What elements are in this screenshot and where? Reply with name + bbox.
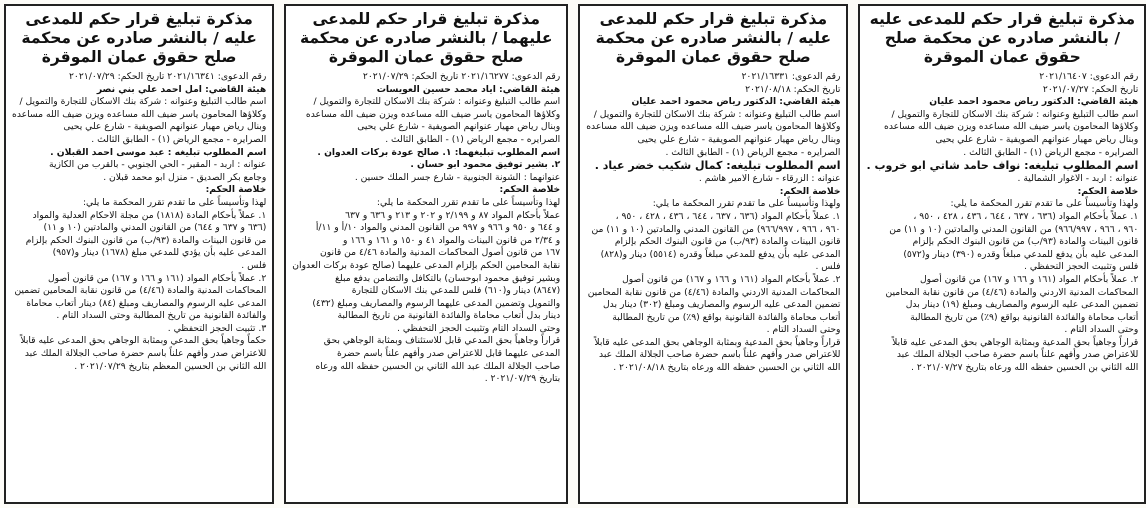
notice-line: خلاصة الحكم: bbox=[1077, 185, 1139, 197]
notice-line: ١. عملاً بأحكام المادة (١٨١٨) من مجلة الاحكام العدلية والمواد bbox=[32, 209, 267, 221]
notice-line: عنوانه : اربد - الاغوار الشمالية . bbox=[1017, 173, 1139, 185]
notice-line: رقم الدعوى: ٢٠٢١/١٦٣٤١ تاريخ الحكم: ٢٠٢١/٠٧/٢٩ bbox=[69, 71, 267, 82]
notice-line: اسم طالب التبليغ وعنوانه : شركة بنك الاسكان للتجارة والتمويل / bbox=[593, 108, 841, 120]
notice-line: عنوانه : الزرقاء - شارع الامير هاشم . bbox=[698, 173, 841, 185]
notice-line: قانون البينات والمادة (٩٣/ب) من قانون البنوك الحكم بإلزام bbox=[912, 236, 1139, 248]
notice-line: صاحب الجلالة الملك عبد الله الثاني بن الحسين حفظه الله ورعاه bbox=[315, 360, 561, 372]
notice-line: المدعى عليه الرسوم والمصاريف ومبلغ (٨٤) دينار أتعاب محاماة bbox=[26, 297, 267, 309]
notice-line: ٢. عملاً بأحكام المواد (١٦١ و ١٦٦ و ١٦٧) من قانون أصول bbox=[919, 273, 1139, 285]
notice-line: فلس . bbox=[241, 259, 267, 271]
notice-line: تاريخ الحكم: ٢٠٢١/٠٨/١٨ bbox=[745, 83, 841, 95]
notice-line: تضمين المدعى عليه الرسوم والمصاريف ومبلغ (٣٠٢) دينار بدل bbox=[602, 299, 841, 311]
notice-line: وبنال رياض مهيار عنوانهم الصويفية - شارع علي يحيى bbox=[357, 121, 561, 133]
notice-line: عنوانه : اربد - المقير - الحي الجنوبي - بالقرب من الكازية bbox=[49, 159, 267, 171]
notice-line: للاعتراض صدر وأفهم علناً باسم حضرة صاحب الجلالة الملك عبد bbox=[24, 348, 267, 360]
notice-line: وجامع بكر الصديق - منزل ابو محمد قبلان . bbox=[103, 171, 267, 183]
notice-line: و ٦٤٤ و ٩٥٠ و ٩٦٦ و ٩٩٧ من القانون المدني والمواد ١٠/أ و ١١/أ bbox=[315, 222, 561, 234]
notice-line: هيئة القاضي: الدكتور رياض محمود احمد عليان bbox=[929, 96, 1139, 108]
notice-line: هيئة القاضي: الدكتور رياض محمود احمد عليان bbox=[631, 96, 841, 108]
notice-1 bbox=[858, 4, 1146, 504]
notice-line: اسم طالب التبليغ وعنوانه : شركة بنك الاسكان للتجارة والتمويل / bbox=[19, 96, 267, 108]
notice-line: بتاريخ ٢٠٢١/٠٧/٢٩ . bbox=[484, 373, 561, 385]
notice-line: عنوانهما : الشونة الجنوبية - شارع جسر الملك حسين . bbox=[354, 171, 561, 183]
notice-line: هيئة القاضي: امل احمد علي بني نصر bbox=[96, 83, 267, 95]
notice-line: المحاكمات المدنية الاردني والمادة (٤/٤٦) من قانون نقابة المحامين bbox=[587, 286, 841, 298]
notice-line: خلاصة الحكم: bbox=[499, 184, 561, 196]
notice-line: أتعاب محاماة والفائدة القانونية بواقع (٩٪) من تاريخ المطالبة bbox=[910, 311, 1139, 323]
notice-line: الصرايره - مجمع الرياض (١) - الطابق الثالث . bbox=[91, 133, 267, 145]
notice-line: لهذا وتأسيساً على ما تقدم تقرر المحكمة ما يلي: bbox=[82, 196, 267, 208]
notice-line: وبنال رياض مهيار عنوانهم الصويفية - شارع علي يحيى bbox=[63, 121, 267, 133]
notice-line: (٦٣٦ و ٦٣٧ و ٦٤٤) من القانون المدني والمادتين (١٠ و ١١) bbox=[43, 222, 267, 234]
notice-line: نقابة المحامين الحكم بإلزام المدعى عليهما (صالح عودة بركات العدوان bbox=[292, 259, 561, 271]
notice-line: ٩٦٠ ، ٩٦٦ ، ٩٦٦/٩٩٧) من القانون المدني والمادتين (١٠ و ١١) من bbox=[591, 223, 841, 235]
notice-body bbox=[292, 71, 560, 386]
notice-line: المدعى عليه بأن يدفع للمدعي مبلغاً وقدره (٥٥١٤) دينار و(٨٢٨) bbox=[600, 248, 841, 260]
notice-line: فلس . bbox=[815, 261, 841, 273]
notice-line: الصرايره - مجمع الرياض (١) - الطابق الثالث . bbox=[385, 133, 561, 145]
notice-line: الله الثاني بن الحسين حفظه الله ورعاه بتاريخ ٢٠٢١/٠٧/٢٧ . bbox=[911, 362, 1139, 374]
notice-line: حكماً وجاهياً بحق المدعي وبمثابة الوجاهي بحق المدعى عليه قابلاً bbox=[20, 335, 267, 347]
notice-line: خلاصة الحكم: bbox=[779, 185, 841, 197]
notice-line: (٨٦٤٧) دينار و(٦١٠) فلس للمدعي بنك الاسكان للتجارة bbox=[351, 285, 561, 297]
notice-line: للاعتراض صدر وأفهم علناً باسم حضرة صاحب الجلالة الملك عبد bbox=[896, 349, 1139, 361]
notice-line: وبشير توفيق محمود ابوحسان) بالتكافل والتضامن بدفع مبلغ bbox=[335, 272, 561, 284]
notice-line: وكلاؤها المحامون ياسر ضيف الله مساعده ويزن ضيف الله مساعده bbox=[586, 121, 841, 133]
notice-line: الله الثاني بن الحسين حفظه الله ورعاه بتاريخ ٢٠٢١/٠٨/١٨ . bbox=[613, 362, 841, 374]
notice-line: وبنال رياض مهيار عنوانهم الصويفية - شارع علي يحيى bbox=[935, 133, 1139, 145]
notice-line: الصرايره - مجمع الرياض (١) - الطابق الثالث . bbox=[665, 146, 841, 158]
notice-line: وحتى السداد التام وتثبيت الحجز التحفظي . bbox=[397, 322, 561, 334]
notice-body bbox=[586, 71, 840, 375]
notice-line: رقم الدعوى: ٢٠٢١/١٦٢٧٧ تاريخ الحكم: ٢٠٢١/٠٧/٢٩ bbox=[362, 71, 561, 82]
notice-line: وكلاؤها المحامون ياسر ضيف الله مساعده ويزن ضيف الله مساعده bbox=[12, 108, 267, 120]
notice-line: وكلاؤها المحامون ياسر ضيف الله مساعده ويزن ضيف الله مساعده bbox=[305, 108, 561, 120]
notice-line: اسم طالب التبليغ وعنوانه : شركة بنك الاسكان للتجارة والتمويل / bbox=[313, 96, 561, 108]
notice-line: دينار بدل أتعاب محاماة والفائدة القانونية من تاريخ المطالبة bbox=[337, 310, 561, 322]
notice-line: اسم المطلوب تبليغه: كمال شكيب خضر عياد . bbox=[594, 159, 841, 173]
notice-line: المحاكمات المدنية الاردني والمادة (٤/٤٦) من قانون نقابة المحامين bbox=[885, 286, 1139, 298]
notice-line: ولهذا وتأسيساً على ما تقدم تقرر المحكمة ما يلي: bbox=[950, 198, 1139, 210]
notice-line: وحتى السداد التام . bbox=[766, 324, 841, 336]
notice-line: من قانون البينات والمادة (٩٣/ب) من قانون البنوك الحكم بإلزام bbox=[25, 234, 267, 246]
notice-line: هيئة القاضي: اياد محمد حسين العويسات bbox=[376, 83, 561, 95]
notice-line: ١٦٧ من قانون أصول المحاكمات المدنية والمادة ٤/٤٦ من قانون bbox=[320, 247, 561, 259]
notice-line: وكلاؤها المحامون ياسر ضيف الله مساعده ويزن ضيف الله مساعده bbox=[884, 121, 1139, 133]
notice-line: المدعى عليه بأن يؤدي للمدعي مبلغ (١٦٧٨) دينار و(٩٥٧) bbox=[52, 247, 267, 259]
notice-line: ٢. بشير توفيق محمود ابو حسان . bbox=[410, 159, 561, 171]
notice-line: الله الثاني بن الحسين المعظم بتاريخ ٢٠٢١/٠٧/٢٩ . bbox=[74, 360, 267, 372]
notice-line: تضمين المدعى عليه الرسوم والمصاريف ومبلغ (١٩) دينار بدل bbox=[905, 299, 1139, 311]
notice-line: المدعى عليهما قابل للاعتراض صدر وأفهم علناً باسم حضرة bbox=[337, 348, 561, 360]
notice-line: ٢. عملاً بأحكام المواد (١٦١ و ١٦٦ و ١٦٧) من قانون أصول bbox=[47, 272, 267, 284]
notice-line: قراراً وجاهياً بحق المدعي قابل للاستئناف وبمثابة الوجاهي بحق bbox=[323, 335, 561, 347]
notice-2 bbox=[578, 4, 848, 504]
notice-line: قانون البينات والمادة (٩٣/ب) من قانون البنوك الحكم بإلزام bbox=[614, 236, 841, 248]
notice-line: اسم المطلوب تبليغه: نواف حامد شاتي ابو خروب . bbox=[866, 159, 1139, 173]
notice-body bbox=[866, 71, 1138, 375]
notice-title: مذكرة تبليغ قرار حكم للمدعى عليه / بالنشر صادره عن محكمة صلح حقوق عمان الموقرة bbox=[869, 10, 1136, 66]
notice-line: أتعاب محاماة والفائدة القانونية بواقع (٩٪) من تاريخ المطالبة bbox=[612, 311, 841, 323]
notice-line: والفائدة القانونية من تاريخ المطالبة وحتى السداد التام . bbox=[56, 310, 267, 322]
notice-line: المحاكمات المدنية والمادة (٤/٤٦) من قانون نقابة المحامين تضمين bbox=[14, 285, 267, 297]
notice-line: خلاصة الحكم: bbox=[205, 184, 267, 196]
notice-line: ٢. عملاً بأحكام المواد (١٦١ و ١٦٦ و ١٦٧) من قانون أصول bbox=[622, 273, 841, 285]
notice-title: مذكرة تبليغ قرار حكم للمدعى عليه / بالنشر صادره عن محكمة صلح حقوق عمان الموقرة bbox=[595, 10, 832, 66]
notice-line: وبنال رياض مهيار عنوانهم الصويفية - شارع علي يحيى bbox=[637, 133, 841, 145]
notice-title: مذكرة تبليغ قرار حكم للمدعى عليه / بالنشر صادره عن محكمة صلح حقوق عمان الموقرة bbox=[21, 10, 257, 66]
notice-line: لهذا وتأسيساً على ما تقدم تقرر المحكمة ما يلي: bbox=[376, 196, 561, 208]
notice-3 bbox=[284, 4, 568, 504]
notice-line: وحتى السداد التام . bbox=[1064, 324, 1139, 336]
notice-line: و ٢/٣٤ من قانون البينات والمواد ٤١ و ١٥٠ و ١٦١ و ١٦٦ و bbox=[343, 234, 561, 246]
notice-line: والتمويل وتضمين المدعى عليهما الرسوم والمصاريف ومبلغ (٤٣٢) bbox=[312, 297, 561, 309]
notice-line: ٣. تثبيت الحجز التحفظي . bbox=[167, 322, 267, 334]
notice-line: للاعتراض صدر وأفهم علناً باسم حضرة صاحب الجلالة الملك عبد bbox=[599, 349, 841, 361]
notice-title: مذكرة تبليغ قرار حكم للمدعى عليهما / بالنشر صادره عن محكمة صلح حقوق عمان الموقرة bbox=[300, 10, 553, 66]
notice-line: عملاً بأحكام المواد ٨٧ و ٢/١٩٩ و ٢٠٢ و ٢١٣ و ٦٣٦ و ٦٣٧ bbox=[345, 209, 561, 221]
notice-line: قراراً وجاهياً بحق المدعية وبمثابة الوجاهي بحق المدعى عليه قابلاً bbox=[892, 336, 1139, 348]
notice-line: رقم الدعوى: ٢٠٢١/١٦٣٣١ bbox=[741, 71, 841, 82]
notice-line: ١. عملاً بأحكام المواد (٦٣٦ ، ٦٣٧ ، ٦٤٤ ، ٤٣٦ ، ٤٢٨ ، ٩٥٠ ، bbox=[615, 210, 841, 222]
notice-line: فلس وتثبيت الحجز التحفظي . bbox=[1024, 261, 1139, 273]
notice-line: ١. عملاً بأحكام المواد (٦٣٦ ، ٦٣٧ ، ٦٤٤ ، ٤٣٦ ، ٤٢٨ ، ٩٥٠ ، bbox=[913, 210, 1139, 222]
notice-line: اسم المطلوب تبليغهما: ١. صالح عودة بركات العدوان . bbox=[317, 146, 561, 158]
notice-line: رقم الدعوى: ٢٠٢١/١٦٤٠٧ bbox=[1039, 71, 1139, 82]
notice-line: اسم المطلوب تبليغه : عبد موسى احمد القبلان . bbox=[50, 146, 267, 158]
notice-4 bbox=[4, 4, 274, 504]
notice-line: تاريخ الحكم: ٢٠٢١/٠٧/٢٧ bbox=[1042, 83, 1139, 95]
notice-line: اسم طالب التبليغ وعنوانه : شركة بنك الاسكان للتجارة والتمويل / bbox=[891, 108, 1139, 120]
notice-line: قراراً وجاهياً بحق المدعية وبمثابة الوجاهي بحق المدعى عليه قابلاً bbox=[594, 336, 841, 348]
notice-body bbox=[12, 71, 266, 373]
notice-line: الصرايره - مجمع الرياض (١) - الطابق الثالث . bbox=[963, 146, 1139, 158]
notice-line: ٩٦٠ ، ٩٦٦ ، ٩٦٦/٩٩٧) من القانون المدني والمادتين (١٠ و ١١) من bbox=[889, 223, 1139, 235]
notice-line: المدعى عليه بأن يدفع للمدعي مبلغاً وقدره (٣٩٠) دينار و(٥٧٢) bbox=[903, 248, 1139, 260]
notice-line: ولهذا وتأسيساً على ما تقدم تقرر المحكمة ما يلي: bbox=[652, 198, 841, 210]
